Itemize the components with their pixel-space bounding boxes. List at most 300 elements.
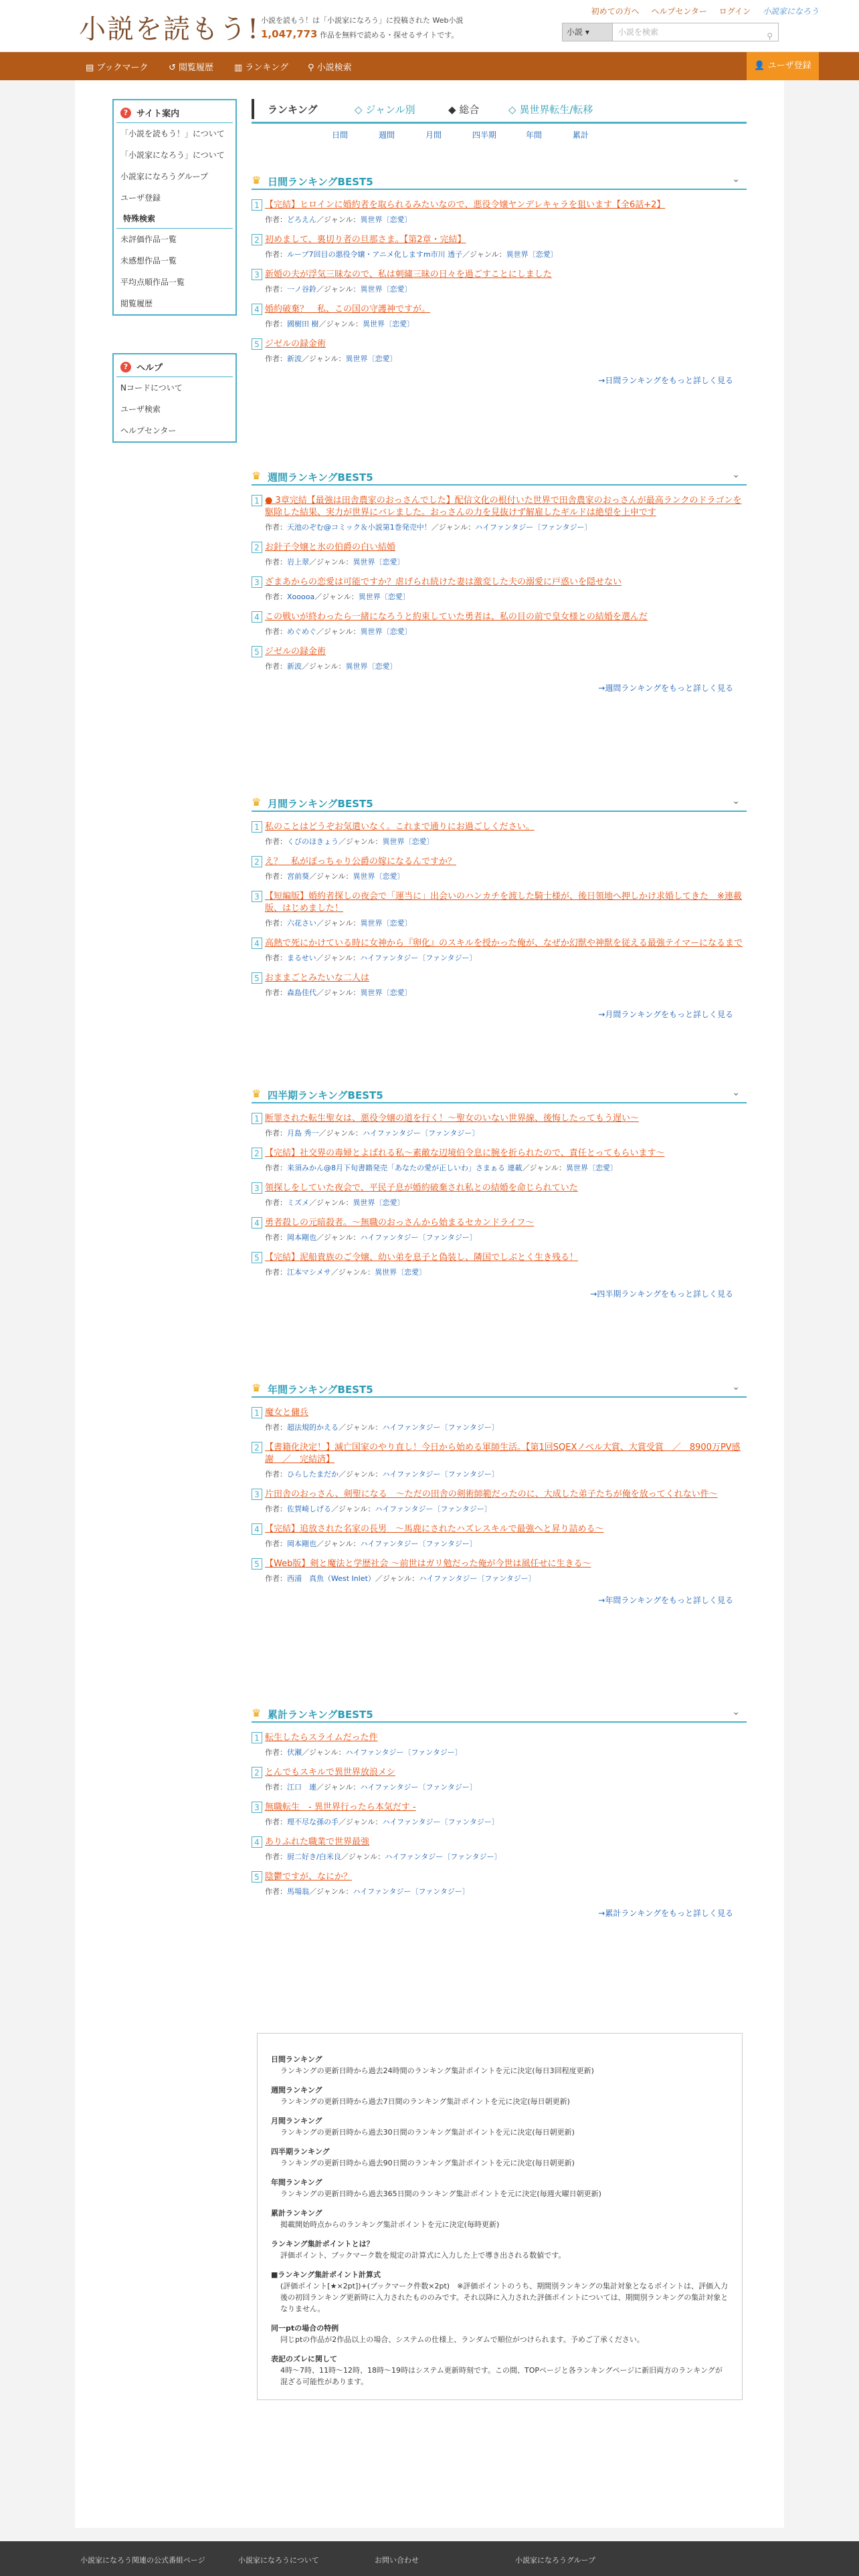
genre-link[interactable]: ハイファンタジー〔ファンタジー〕 [360, 954, 477, 962]
genre-prefix: ／ジャンル： [302, 1748, 346, 1757]
genre-link[interactable]: ハイファンタジー〔ファンタジー〕 [419, 1574, 536, 1583]
more-ranking-link[interactable]: →日間ランキングをもっと詳しく見る [598, 376, 733, 385]
tab-overall[interactable]: ◆ 総合 [448, 104, 480, 116]
ranking-icon: ▥ [234, 63, 246, 73]
rank-number: 2 [252, 856, 262, 867]
search-input[interactable] [613, 23, 779, 41]
author-link[interactable]: 岡本剛也 [287, 1233, 316, 1242]
genre-prefix: ／ジャンル： [316, 988, 361, 997]
period-yearly[interactable]: 年間 [526, 130, 543, 140]
period-daily[interactable]: 日間 [332, 130, 349, 140]
footer-link-group[interactable]: 小説家になろうグループ [515, 2556, 596, 2565]
nav-search-label: 小説検索 [316, 63, 352, 73]
author-prefix: 作者： [265, 523, 287, 532]
novel-title-link[interactable]: この戦いが終わったら一緒になろうと約束していた勇者は、私の目の前で皇女様との結婚を選んだ [265, 612, 648, 622]
crown-icon: ♛ [252, 796, 262, 809]
sidebar-help-header [116, 357, 233, 377]
help-center-link[interactable]: ヘルプセンター [651, 7, 707, 16]
author-link[interactable]: 天池のぞむ@コミック＆小説第1巻発売中！ [287, 523, 432, 532]
question-icon: ? [120, 108, 131, 118]
novel-title-link[interactable]: 魔女と傭兵 [265, 1408, 309, 1418]
novel-meta [265, 556, 747, 567]
author-prefix: 作者： [265, 837, 287, 846]
tab-isekai[interactable]: ◇ 異世界転生/転移 [508, 104, 593, 116]
author-link[interactable]: 厨二好き/白米良 [287, 1852, 341, 1861]
novel-title-link[interactable]: ありふれた職業で世界最強 [265, 1837, 370, 1847]
genre-link[interactable]: 異世界〔恋愛〕 [360, 215, 412, 224]
ranking-section [252, 1704, 747, 1919]
novel-title-link[interactable]: 婚約破棄？ 私、この国の守護神ですが。 [265, 304, 431, 314]
novel-title-link[interactable]: 無職転生 - 異世界行ったら本気だす - [265, 1802, 416, 1812]
genre-link[interactable]: ハイファンタジー〔ファンタジー〕 [475, 523, 592, 532]
genre-link[interactable]: 異世界〔恋愛〕 [353, 558, 405, 566]
genre-link[interactable]: ハイファンタジー〔ファンタジー〕 [345, 1748, 462, 1757]
section-title: 年間ランキングBEST5 [268, 1384, 373, 1396]
note-body: ランキングの更新日時から過去24時間のランキング集計ポイントを元に決定(毎日3回程度更新) [280, 2066, 594, 2075]
ranking-entry [252, 856, 747, 881]
author-link[interactable]: 森島佳代 [287, 988, 316, 997]
author-link[interactable]: くびのほきょう [287, 837, 339, 846]
login-link[interactable]: ログイン [719, 7, 751, 16]
genre-prefix: ／ジャンル： [339, 837, 383, 846]
genre-prefix: ／ジャンル： [330, 1268, 375, 1277]
genre-prefix: ／ジャンル： [431, 523, 476, 532]
genre-prefix: ／ジャンル： [309, 1887, 353, 1896]
period-total[interactable]: 累計 [573, 130, 589, 140]
novel-meta [265, 871, 747, 881]
rank-number: 3 [252, 576, 262, 588]
more-ranking-link[interactable]: →年間ランキングをもっと詳しく見る [598, 1596, 733, 1605]
novel-title-link[interactable]: お針子令嬢と氷の伯爵の白い結婚 [265, 542, 396, 552]
ranking-entry [252, 1802, 747, 1827]
rank-number: 3 [252, 1182, 262, 1194]
genre-link[interactable]: ハイファンタジー〔ファンタジー〕 [363, 1129, 480, 1138]
ranking-entry [252, 576, 747, 602]
novel-title-link[interactable]: 新婚の夫が浮気三昧なので、私は刺繍三昧の日々を過ごすことにしました [265, 270, 552, 280]
genre-link[interactable]: 異世界〔恋愛〕 [375, 1268, 427, 1277]
work-count [261, 28, 458, 40]
main-page [75, 80, 784, 2528]
tab-isekai-label: 異世界転生/転移 [519, 104, 593, 116]
novel-meta [265, 1573, 747, 1584]
ranking-section [252, 171, 747, 386]
sidebar-item-group[interactable]: 小説家になろうグループ [120, 172, 209, 181]
genre-prefix: ／ジャンル： [318, 1129, 363, 1138]
author-prefix: 作者： [265, 1783, 287, 1792]
genre-prefix: ／ジャンル： [316, 1539, 361, 1548]
ranking-entry [252, 646, 747, 671]
author-prefix: 作者： [265, 627, 287, 636]
author-prefix: 作者： [265, 1470, 287, 1479]
novel-title-link[interactable]: ジゼルの録金術 [265, 647, 326, 657]
novel-title-link[interactable]: 【書籍化決定！】滅亡国家のやり直し！今日から始める軍師生活。【第1回SQEXノベル大賞、大賞受賞 ／ 8900万PV感謝 ／ 完結済】 [265, 1442, 741, 1465]
novel-meta [265, 1469, 747, 1479]
novel-meta [265, 1782, 747, 1792]
genre-link[interactable]: 異世界〔恋愛〕 [360, 919, 412, 928]
author-prefix: 作者： [265, 1268, 287, 1277]
rank-number: 5 [252, 972, 262, 984]
novel-meta [265, 1232, 747, 1243]
chevron-down-icon[interactable]: ⌄ [732, 1707, 740, 1717]
ranking-entry [252, 891, 747, 928]
genre-prefix: ／ジャンル： [316, 1233, 361, 1242]
genre-link[interactable]: ハイファンタジー〔ファンタジー〕 [385, 1852, 502, 1861]
chevron-down-icon[interactable]: ⌄ [732, 1087, 740, 1098]
author-link[interactable]: 月島 秀一 [287, 1129, 319, 1138]
ranking-entry [252, 1252, 747, 1277]
novel-meta [265, 918, 747, 928]
period-links [252, 124, 747, 144]
period-quarterly[interactable]: 四半期 [472, 130, 497, 140]
sidebar-item-ncode[interactable]: Nコードについて [120, 383, 183, 393]
genre-link[interactable]: 異世界〔恋愛〕 [358, 593, 410, 601]
note-heading: 四半期ランキング [271, 2147, 330, 2156]
novel-title-link[interactable]: 転生したらスライムだった件 [265, 1733, 378, 1743]
genre-link[interactable]: 異世界〔恋愛〕 [353, 872, 405, 881]
crown-icon: ♛ [252, 174, 262, 187]
bookmark-icon: ▤ [86, 63, 97, 73]
author-link[interactable]: 岩上翠 [287, 558, 309, 566]
author-link[interactable]: ミズメ [287, 1198, 309, 1207]
sidebar-item-help-center[interactable]: ヘルプセンター [120, 426, 177, 435]
ranking-header [252, 99, 747, 144]
sidebar-guide-header [116, 103, 233, 123]
genre-link[interactable]: 異世界〔恋愛〕 [566, 1164, 618, 1172]
ranking-entry [252, 1489, 747, 1514]
section-header [252, 793, 747, 812]
novel-meta [265, 1128, 747, 1138]
novel-title-link[interactable]: 【完結】追放された名家の長男 ～馬鹿にされたハズレスキルで最強へと昇り詰める～ [265, 1524, 604, 1534]
crown-icon: ♛ [252, 1707, 262, 1719]
ranking-entry [252, 304, 747, 329]
genre-prefix: ／ジャンル： [309, 872, 353, 881]
ranking-entry [252, 542, 747, 567]
ranking-entry [252, 1732, 747, 1757]
genre-link[interactable]: ハイファンタジー〔ファンタジー〕 [353, 1887, 470, 1896]
more-ranking-link[interactable]: →累計ランキングをもっと詳しく見る [598, 1909, 733, 1918]
author-prefix: 作者： [265, 1574, 287, 1583]
genre-link[interactable]: 異世界〔恋愛〕 [345, 354, 397, 363]
note-body: 評価ポイント、ブックマーク数を規定の計算式に入力した上で導き出される数値です。 [280, 2251, 566, 2260]
work-count-number: 1,047,773 [261, 28, 318, 40]
footer-link-programs[interactable]: 小説家になろう関連の公式番組ページ [80, 2556, 205, 2565]
genre-link[interactable]: 異世界〔恋愛〕 [506, 250, 558, 259]
novel-meta [265, 1422, 747, 1432]
author-link[interactable]: ひらしたまだか [287, 1470, 339, 1479]
ranking-entry [252, 1407, 747, 1432]
history-icon: ↺ [169, 63, 179, 73]
author-prefix: 作者： [265, 872, 287, 881]
ranking-entry [252, 269, 747, 294]
chevron-down-icon[interactable]: ⌄ [732, 469, 740, 480]
author-link[interactable]: 六花さい [287, 919, 316, 928]
author-prefix: 作者： [265, 250, 287, 259]
novel-meta [265, 1886, 747, 1897]
section-header [252, 171, 747, 190]
sidebar-item-user-search[interactable]: ユーザ検索 [120, 405, 161, 414]
author-link[interactable]: まるせい [287, 954, 316, 962]
novel-title-link[interactable]: 【完結】社交界の毒婦とよばれる私～素敵な辺境伯令息に腕を折られたので、責任とってもらいます～ [265, 1148, 665, 1158]
author-link[interactable]: 馬場翁 [287, 1887, 309, 1896]
author-link[interactable]: 西浦 真魚（West Inlet） [287, 1574, 375, 1583]
author-prefix: 作者： [265, 1748, 287, 1757]
author-prefix: 作者： [265, 1423, 287, 1432]
top-links [582, 5, 819, 17]
novel-title-link[interactable]: 勇者殺しの元暗殺者。～無職のおっさんから始まるセカンドライフ～ [265, 1218, 535, 1228]
nav-history-label: 閲覧履歴 [179, 63, 214, 73]
novel-meta [265, 1851, 747, 1862]
genre-prefix: ／ジャンル： [316, 954, 361, 962]
rank-number: 4 [252, 1523, 262, 1535]
novel-title-link[interactable]: 断罪された転生聖女は、悪役令嬢の道を行く！～聖女のいない世界線、後悔したってもう遅い～ [265, 1113, 640, 1123]
author-link[interactable]: 宮前葵 [287, 872, 309, 881]
novel-title-link[interactable]: 私のことはどうぞお気遣いなく。これまで通りにお過ごしください。 [265, 822, 535, 832]
period-monthly[interactable]: 月間 [425, 130, 442, 140]
genre-prefix: ／ジャンル： [341, 1852, 385, 1861]
search-icon[interactable]: ⚲ [767, 31, 773, 41]
sidebar-item-register[interactable]: ユーザ登録 [120, 193, 161, 203]
genre-prefix: ／ジャンル： [314, 593, 359, 601]
ranking-entry [252, 1182, 747, 1208]
ranking-entry [252, 1148, 747, 1173]
genre-link[interactable]: ハイファンタジー〔ファンタジー〕 [360, 1783, 477, 1792]
genre-link[interactable]: 異世界〔恋愛〕 [345, 662, 397, 671]
novel-meta [265, 353, 747, 364]
rank-number: 2 [252, 234, 262, 245]
ranking-notes [257, 2033, 743, 2400]
ranking-entry [252, 1523, 747, 1549]
genre-link[interactable]: ハイファンタジー〔ファンタジー〕 [360, 1539, 477, 1548]
note-body: ランキングの更新日時から過去90日間のランキング集計ポイントを元に決定(毎日朝更新) [280, 2159, 575, 2167]
author-link[interactable]: ループ7回目の悪役令嬢・アニメ化しますm市川 透子 [287, 250, 463, 259]
genre-prefix: ／ジャンル： [339, 1818, 383, 1826]
novel-title-link[interactable]: ジゼルの録金術 [265, 339, 326, 349]
note-body: ランキングの更新日時から過去365日間のランキング集計ポイントを元に決定(毎週火曜日朝更新) [280, 2189, 601, 2198]
tab-genre[interactable]: ◇ ジャンル別 [355, 104, 415, 116]
more-ranking-link[interactable]: →週間ランキングをもっと詳しく見る [598, 683, 733, 693]
novel-title-link[interactable]: とんでもスキルで異世界放浪メシ [265, 1767, 395, 1778]
nav-history[interactable] [169, 60, 213, 73]
section-title: 四半期ランキングBEST5 [268, 1089, 383, 1101]
rank-number: 5 [252, 1871, 262, 1883]
author-link[interactable]: めぐめぐ [287, 627, 316, 636]
note-heading: 表記のズレに関して [271, 2355, 337, 2363]
search-type-value: 小説 [567, 27, 583, 37]
genre-prefix: ／ジャンル： [302, 354, 346, 363]
novel-title-link[interactable]: 高熱で死にかけている時に女神から『卵化』のスキルを授かった俺が、なぜか幻獣や神獣を従える最強テイマーになるまで [265, 938, 743, 948]
author-link[interactable]: 新波 [287, 354, 302, 363]
register-button[interactable] [747, 52, 819, 80]
ranking-entry [252, 611, 747, 637]
beginners-link[interactable]: 初めての方へ [591, 7, 640, 16]
author-link[interactable]: 伏瀬 [287, 1748, 302, 1757]
section-title: 累計ランキングBEST5 [268, 1709, 373, 1721]
novel-title-link[interactable]: え？ 私がぽっちゃり公爵の嫁になるんですか？ [265, 857, 457, 867]
rank-number: 5 [252, 1252, 262, 1263]
search-box [562, 23, 779, 41]
genre-link[interactable]: 異世界〔恋愛〕 [382, 837, 434, 846]
note-heading: 累計ランキング [271, 2209, 322, 2218]
crown-icon: ♛ [252, 469, 262, 482]
author-prefix: 作者： [265, 1818, 287, 1826]
nav-bookmark[interactable] [86, 60, 149, 73]
genre-link[interactable]: ハイファンタジー〔ファンタジー〕 [375, 1505, 492, 1513]
author-link[interactable]: 理不尽な孫の手 [287, 1818, 339, 1826]
genre-link[interactable]: ハイファンタジー〔ファンタジー〕 [360, 1233, 477, 1242]
section-header [252, 467, 747, 486]
ranking-entry [252, 234, 747, 259]
nav-bookmark-label: ブックマーク [96, 63, 149, 73]
novel-meta [265, 661, 747, 671]
author-link[interactable]: どろえん [287, 215, 316, 224]
rank-number: 5 [252, 338, 262, 350]
novel-title-link[interactable]: 片田舎のおっさん、剣聖になる ～ただの田舎の剣術師範だったのに、大成した弟子たちが俺を放ってくれない件～ [265, 1489, 718, 1499]
genre-prefix: ／ジャンル： [316, 215, 361, 224]
rank-number: 1 [252, 495, 262, 506]
note-body: 同じptの作品が2作品以上の場合、システムの仕様上、ランダムで順位がつけられます。予めご了承ください。 [280, 2335, 644, 2344]
crown-icon: ♛ [252, 1087, 262, 1100]
ranking-entry [252, 1217, 747, 1243]
genre-link[interactable]: ハイファンタジー〔ファンタジー〕 [382, 1423, 499, 1432]
author-link[interactable]: 佐賀崎しげる [287, 1505, 331, 1513]
genre-link[interactable]: ハイファンタジー〔ファンタジー〕 [382, 1818, 499, 1826]
rank-number: 1 [252, 199, 262, 211]
author-link[interactable]: 来須みかん@8月下旬書籍発売「あなたの愛が正しいわ」さまぁる 連載 [287, 1164, 522, 1172]
novel-meta [265, 284, 747, 294]
genre-link[interactable]: 異世界〔恋愛〕 [360, 285, 412, 294]
ranking-entry [252, 1113, 747, 1138]
genre-prefix: ／ジャンル： [522, 1164, 567, 1172]
nav-ranking[interactable] [234, 60, 288, 73]
novel-title-link[interactable]: 【短編版】婚約者探しの夜会で「運当に」出会いのハンカチを渡した騎士様が、後日領地へ押しかけ求婚してきた ※連載版、はじめました！ [265, 891, 742, 914]
note-heading: ■ランキング集計ポイント計算式 [271, 2270, 381, 2279]
author-link[interactable]: Xooooa [287, 593, 315, 601]
genre-prefix: ／ジャンル： [316, 285, 361, 294]
ranking-label: ランキング [268, 104, 318, 116]
novel-meta [265, 626, 747, 637]
author-prefix: 作者： [265, 1233, 287, 1242]
section-header [252, 1379, 747, 1398]
novel-meta [265, 1747, 747, 1757]
author-link[interactable]: 國樹田 樹 [287, 320, 319, 328]
novel-meta [265, 836, 747, 847]
novel-title-link[interactable]: おままごとみたいな二人は [265, 973, 370, 983]
ranking-entry [252, 199, 747, 225]
genre-prefix: ／ジャンル： [339, 1423, 383, 1432]
genre-link[interactable]: 異世界〔恋愛〕 [353, 1198, 405, 1207]
novel-title-link[interactable]: 【完結】泥船貴族のご令嬢、幼い弟を息子と偽装し、隣国でしぶとく生き残る！ [265, 1253, 579, 1263]
novel-meta [265, 522, 747, 532]
novel-meta [265, 214, 747, 225]
period-weekly[interactable]: 週間 [379, 130, 395, 140]
author-link[interactable]: 新波 [287, 662, 302, 671]
genre-prefix: ／ジャンル： [316, 919, 361, 928]
sidebar-help [112, 353, 237, 443]
sidebar-item-average[interactable]: 平均点順作品一覧 [120, 278, 185, 287]
novel-title-link[interactable]: 初めまして、裏切り者の旦那さま。【第2章・完結】 [265, 235, 466, 245]
nav-ranking-label: ランキング [245, 63, 289, 73]
author-prefix: 作者： [265, 320, 287, 328]
novel-title-link[interactable]: 陰鬱ですが、なにか？ [265, 1872, 353, 1882]
sidebar-item-unreviewed[interactable]: 未感想作品一覧 [120, 256, 177, 265]
note-body: ランキングの更新日時から過去7日間のランキング集計ポイントを元に決定(毎日朝更新) [280, 2097, 570, 2106]
site-tagline: 小説を読もう！は「小説家になろう」に投稿された Web小説 [261, 16, 464, 25]
global-nav [0, 52, 859, 80]
ranking-entry [252, 821, 747, 847]
novel-title-link[interactable]: 【Web版】剣と魔法と学歴社会 ～前世はガリ勉だった俺が今世は風任せに生きる～ [265, 1559, 591, 1569]
chevron-down-icon[interactable]: ⌄ [732, 796, 740, 807]
author-prefix: 作者： [265, 354, 287, 363]
sidebar-item-about-yomou[interactable]: 「小説を読もう！」について [120, 129, 225, 138]
novel-meta [265, 249, 747, 259]
author-prefix: 作者： [265, 1505, 287, 1513]
genre-prefix: ／ジャンル： [316, 1783, 361, 1792]
site-logo[interactable]: 小説を読もう! [79, 14, 260, 45]
novel-title-link[interactable]: ● 3章完結【最強は田舎農家のおっさんでした】配信文化の根付いた世界で田舎農家のおっさんが最高ランクのドラゴンを駆除した結果、実力が世界にバレました。おっさんの力を見抜けず解雇したギルドは絶望を上申です [265, 496, 742, 518]
novel-title-link[interactable]: ざまあからの恋愛は可能ですか？虐げられ続けた妻は激変した夫の溺愛に戸惑いを隠せない [265, 577, 622, 587]
genre-link[interactable]: 異世界〔恋愛〕 [360, 627, 412, 636]
ranking-entry [252, 1871, 747, 1897]
note-heading: 日間ランキング [271, 2055, 322, 2064]
sidebar-item-about-narou[interactable]: 「小説家になろう」について [120, 150, 225, 160]
rank-number: 3 [252, 269, 262, 280]
ranking-tabs [252, 99, 747, 119]
chevron-down-icon[interactable]: ⌄ [732, 174, 740, 185]
genre-link[interactable]: 異世界〔恋愛〕 [360, 988, 412, 997]
author-link[interactable]: 超法規的かえる [287, 1423, 339, 1432]
author-link[interactable]: 岡本剛也 [287, 1539, 316, 1548]
chevron-down-icon[interactable]: ⌄ [732, 1382, 740, 1392]
narou-link[interactable]: 小説家になろう [762, 7, 819, 16]
note-body: (評価ポイント[★×2pt])+(ブックマーク件数×2pt) ※評価ポイントのうち、期間別ランキングの集計対象となるポイントは、評価入力後の初回ランキング更新時に入力されたもののみです。それ以降に入力された評価ポイントについては、期間別ランキングの集計対象となりません。 [280, 2282, 729, 2313]
author-prefix: 作者： [265, 1539, 287, 1548]
footer-link-about[interactable]: 小説家になろうについて [238, 2556, 319, 2565]
ranking-entry [252, 495, 747, 532]
search-type-select[interactable]: 小説 ▾ [562, 23, 613, 41]
note-heading: 週間ランキング [271, 2086, 322, 2095]
rank-number: 5 [252, 646, 262, 657]
novel-meta [265, 1197, 747, 1208]
nav-search[interactable] [308, 60, 352, 73]
novel-title-link[interactable]: 【完結】ヒロインに婚約者を取られるみたいなので、悪役令嬢ヤンデレキャラを狙います【全6話+2】 [265, 200, 666, 210]
author-link[interactable]: 江本マシメサ [287, 1268, 331, 1277]
sidebar-item-unrated[interactable]: 未評価作品一覧 [120, 235, 177, 244]
register-label: ユーザ登録 [767, 61, 812, 71]
rank-number: 1 [252, 821, 262, 833]
note-heading: 月間ランキング [271, 2117, 322, 2125]
ranking-entry [252, 1558, 747, 1584]
novel-title-link[interactable]: 領探しをしていた夜会で、平民子息が婚約破棄され私との結婚を命じられていた [265, 1183, 578, 1193]
genre-link[interactable]: 異世界〔恋愛〕 [363, 320, 415, 328]
author-prefix: 作者： [265, 215, 287, 224]
note-body: 4時～7時、11時～12時、18時～19時はシステム更新時刻です。この間、TOPページと各ランキングページに新旧両方のランキングが混ざる可能性があります。 [280, 2366, 723, 2386]
author-prefix: 作者： [265, 593, 287, 601]
genre-link[interactable]: ハイファンタジー〔ファンタジー〕 [382, 1470, 499, 1479]
author-prefix: 作者： [265, 662, 287, 671]
author-prefix: 作者： [265, 285, 287, 294]
more-ranking-link[interactable]: →月間ランキングをもっと詳しく見る [598, 1010, 733, 1019]
author-link[interactable]: 一ノ谷鈴 [287, 285, 316, 294]
ranking-section [252, 467, 747, 693]
genre-prefix: ／ジャンル： [331, 1505, 375, 1513]
author-prefix: 作者： [265, 558, 287, 566]
sidebar-item-history[interactable]: 閲覧履歴 [120, 299, 153, 308]
search-nav-icon: ⚲ [308, 63, 317, 73]
more-ranking-link[interactable]: →四半期ランキングをもっと詳しく見る [590, 1289, 733, 1299]
footer-link-contact[interactable]: お問い合わせ [375, 2556, 419, 2565]
author-link[interactable]: 江口 連 [287, 1783, 316, 1792]
author-prefix: 作者： [265, 1129, 287, 1138]
